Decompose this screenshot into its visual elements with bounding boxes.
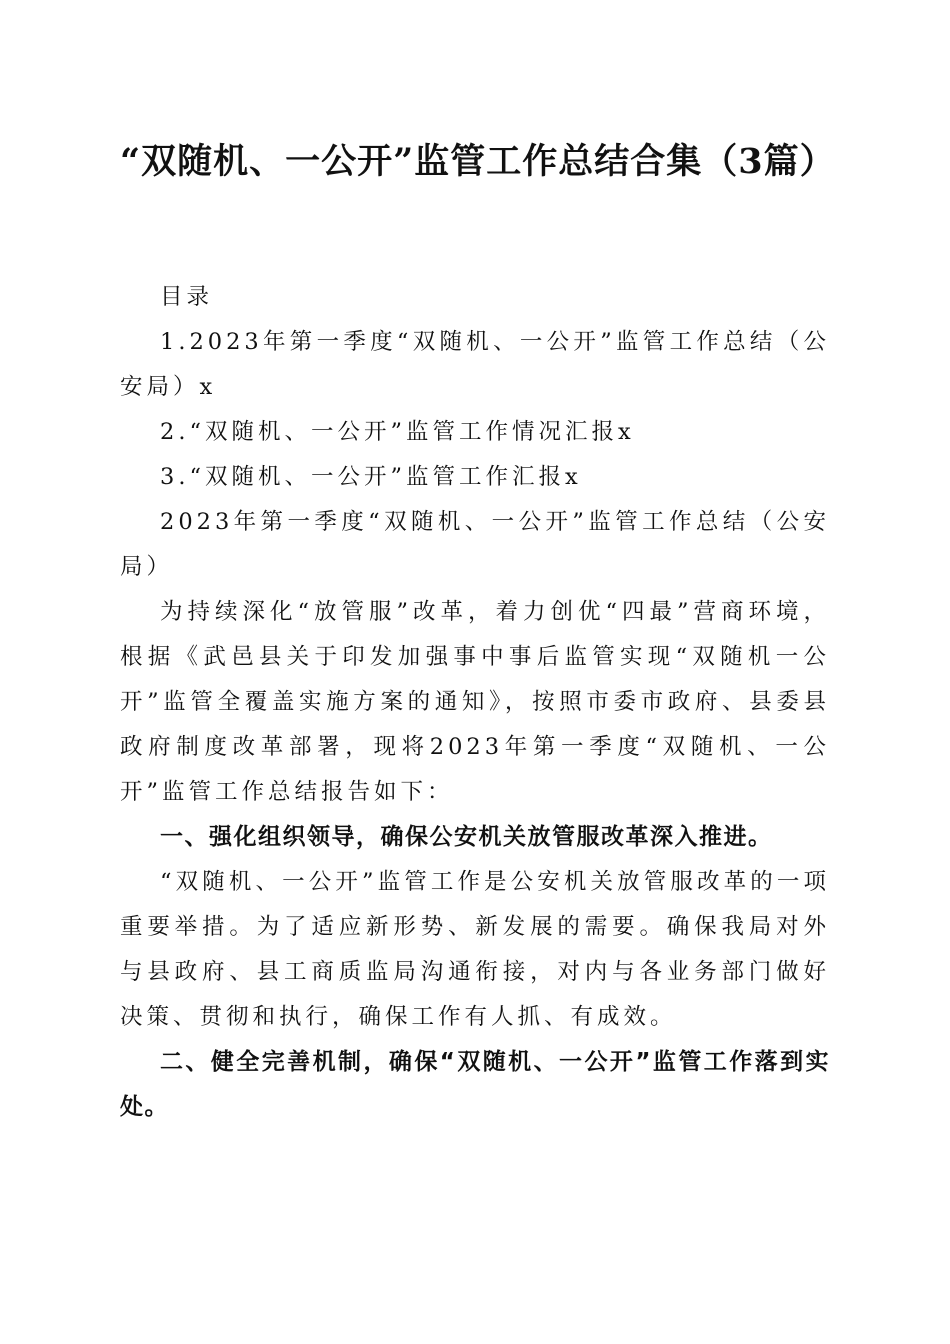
section-1-heading: 一、强化组织领导，确保公安机关放管服改革深入推进。 (160, 824, 773, 850)
section-2-heading: 二、健全完善机制，确保“双随机、一公开”监管工作落到实处。 (120, 1049, 830, 1120)
section-1-paragraph: “双随机、一公开”监管工作是公安机关放管服改革的一项重要举措。为了适应新形势、新发展的需要。确保我局对外与县政府、县工商质监局沟通衔接，对内与各业务部门做好决策、贯彻和执行，确保工作有人抓、有成效。 (120, 869, 830, 1030)
toc-item-2: 2.“双随机、一公开”监管工作情况汇报x (160, 419, 635, 445)
toc-item-1: 1.2023年第一季度“双随机、一公开”监管工作总结（公安局）x (120, 329, 830, 400)
toc-label: 目录 (160, 284, 214, 310)
document-title: “双随机、一公开”监管工作总结合集（3篇） (120, 141, 836, 182)
intro-paragraph: 为持续深化“放管服”改革，着力创优“四最”营商环境，根据《武邑县关于印发加强事中事后监管实现“双随机一公开”监管全覆盖实施方案的通知》，按照市委市政府、县委县政府制度改革部署，现将2023年第一季度“双随机、一公开”监管工作总结报告如下： (120, 599, 830, 805)
toc-item-3: 3.“双随机、一公开”监管工作汇报x (160, 464, 582, 490)
document-body (120, 275, 830, 1130)
article-title: 2023年第一季度“双随机、一公开”监管工作总结（公安局） (120, 509, 830, 580)
